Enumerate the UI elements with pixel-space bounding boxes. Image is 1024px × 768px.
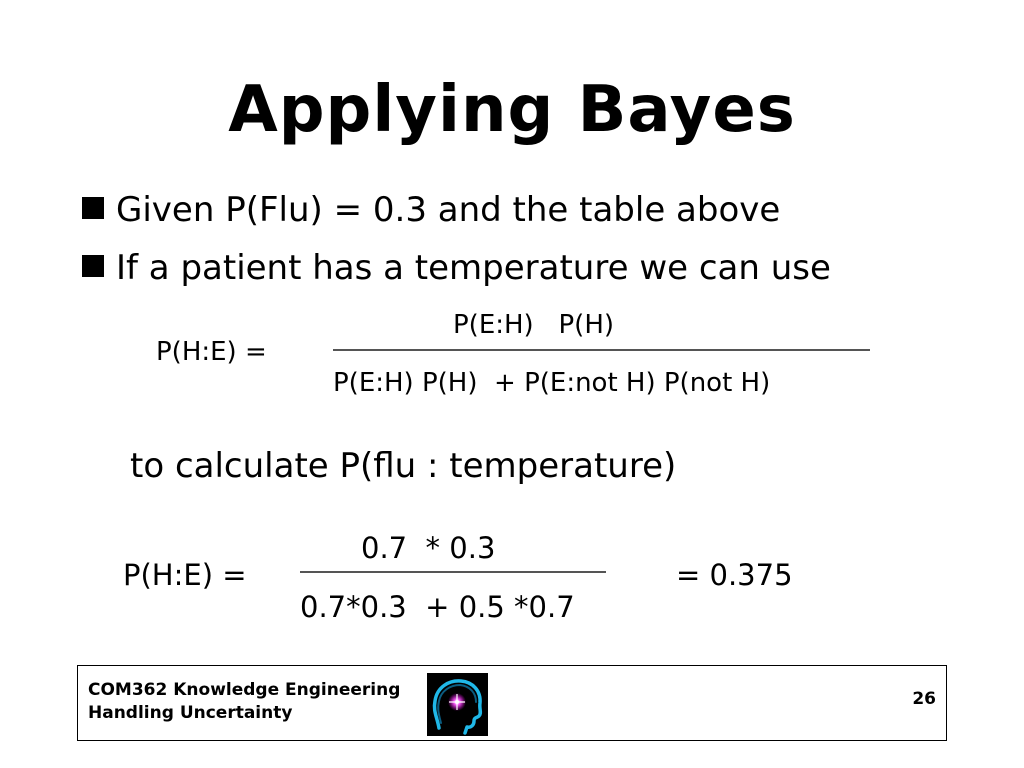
example-denominator: 0.7*0.3 + 0.5 *0.7	[300, 590, 575, 624]
example-lhs: P(H:E) =	[123, 558, 247, 592]
fraction-bar	[300, 571, 606, 573]
example-result: = 0.375	[676, 558, 793, 592]
footer-course-info	[88, 679, 400, 725]
bullet-text: If a patient has a temperature we can use	[116, 248, 831, 288]
slide-footer	[77, 665, 947, 741]
square-bullet-icon	[82, 197, 104, 219]
formula-lhs: P(H:E) =	[156, 337, 267, 367]
formula-numerator: P(E:H) P(H)	[453, 310, 615, 340]
example-numerator: 0.7 * 0.3	[361, 531, 496, 565]
bullet-item	[82, 190, 780, 230]
bullet-text: Given P(Flu) = 0.3 and the table above	[116, 190, 781, 230]
fraction-bar	[333, 349, 870, 351]
footer-course-title: COM362 Knowledge Engineering	[88, 680, 401, 700]
page-number: 26	[912, 689, 936, 709]
bullet-item	[82, 248, 831, 288]
square-bullet-icon	[82, 255, 104, 277]
slide-title: Applying Bayes	[228, 73, 796, 147]
head-silhouette-icon	[427, 673, 488, 736]
calc-text: to calculate P(flu : temperature)	[130, 446, 677, 486]
footer-topic: Handling Uncertainty	[88, 703, 293, 723]
formula-denominator: P(E:H) P(H) + P(E:not H) P(not H)	[333, 368, 771, 398]
